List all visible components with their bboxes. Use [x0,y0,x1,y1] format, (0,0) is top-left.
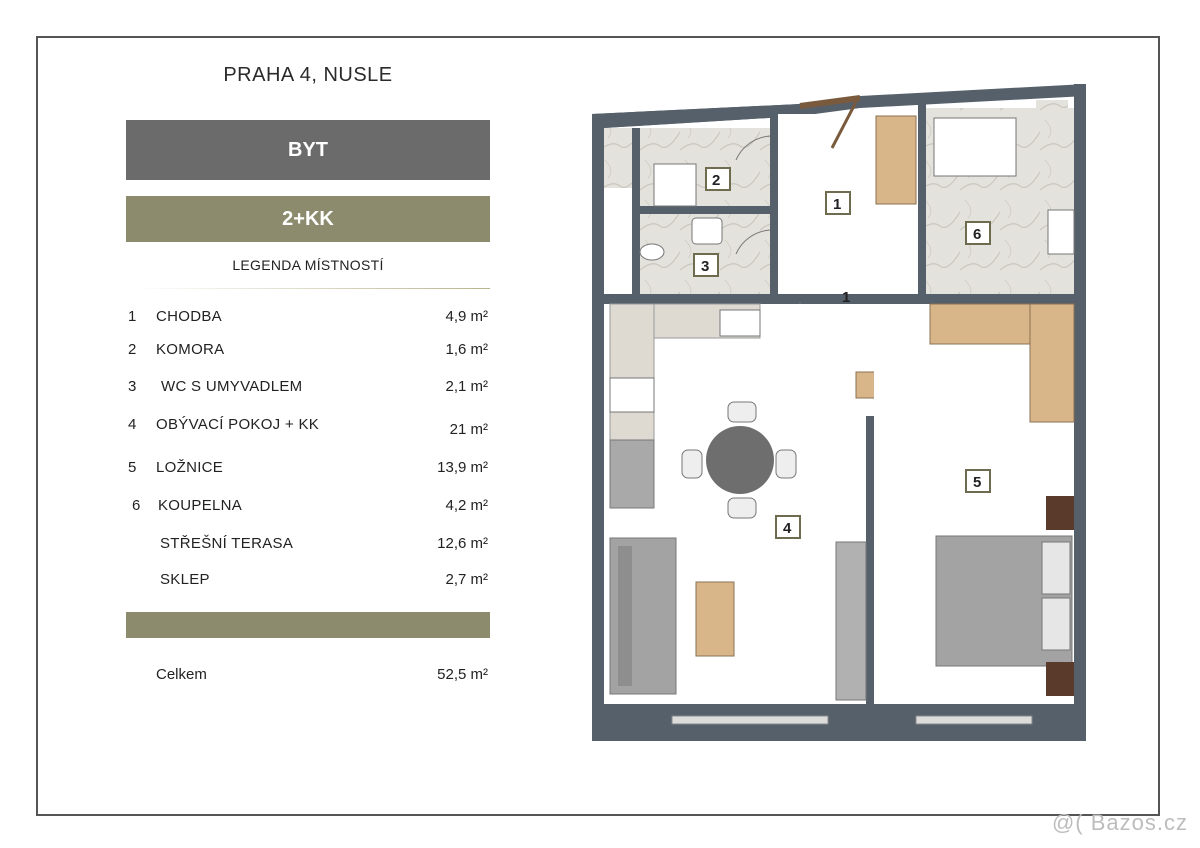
bathroom-sink [1048,210,1074,254]
nightstand-top [1046,496,1074,530]
room-number: 1 [128,308,137,325]
room-name: LOŽNICE [156,459,224,476]
room-number: 5 [128,459,137,476]
total-area: 52,5 m² [437,666,488,683]
legend-row [126,341,490,363]
legend-row [126,571,490,593]
storage-appliance [654,164,696,206]
legend-divider [136,288,490,289]
fridge [610,440,654,508]
terrace-tile-left [604,128,632,188]
pillow-bottom [1042,598,1070,650]
room-area: 4,9 m² [445,308,488,325]
legend-row [126,308,490,330]
right-wall [1074,84,1086,741]
living-bedroom-wall [866,416,874,704]
total-row [126,666,490,688]
hall-wardrobe [876,116,916,204]
room-label-1: 1 [833,196,842,213]
horizontal-wall [604,294,1074,304]
shower-tray [934,118,1016,176]
storage-wc-wall [636,206,770,214]
total-label: Celkem [156,666,207,683]
room-name: WC S UMYVADLEM [161,378,303,395]
toilet-icon [640,244,664,260]
total-divider-band [126,612,490,638]
type-band: BYT [126,120,490,180]
room-name: KOUPELNA [158,497,243,514]
legend-title: LEGENDA MÍSTNOSTÍ [232,257,384,273]
window-living [672,716,828,724]
washbasin-icon [692,218,722,244]
room-name: KOMORA [156,341,225,358]
room-area: 1,6 m² [445,341,488,358]
wc-left-wall [632,128,640,294]
chair-top [728,402,756,422]
legend-row [126,535,490,557]
room-area: 13,9 m² [437,459,488,476]
window-bedroom [916,716,1032,724]
room-name: OBÝVACÍ POKOJ + KK [156,416,320,433]
bedroom-wardrobe-side [1030,304,1074,422]
room-number: 3 [128,378,137,395]
coffee-table [696,582,734,656]
room-area: 2,7 m² [445,571,488,588]
room-name: STŘEŠNÍ TERASA [160,535,294,552]
legend-row [126,459,490,481]
legend-row [126,416,490,438]
page-title: PRAHA 4, NUSLE [223,64,393,86]
room-area: 21 m² [449,421,488,438]
room-area: 2,1 m² [445,378,488,395]
room-label-3: 3 [701,258,710,275]
hall-right-wall [918,104,926,294]
room-area: 4,2 m² [445,497,488,514]
floor-plan [560,80,1120,750]
nightstand-bottom [1046,662,1074,696]
chair-bottom [728,498,756,518]
room-label-4: 4 [783,520,792,537]
tv-stand [836,542,866,700]
room-area: 12,6 m² [437,535,488,552]
kitchen-sink [720,310,760,336]
room-label-2: 2 [712,172,721,189]
room-name: CHODBA [156,308,222,325]
room-label-5: 5 [973,474,982,491]
room-number: 6 [132,497,141,514]
room-label-6: 6 [973,226,982,243]
chair-left [682,450,702,478]
layout-band: 2+KK [126,196,490,242]
kitchen-counter-side [610,304,654,440]
legend-row [126,497,490,519]
dining-table [706,426,774,494]
watermark: @( Bazos.cz [1051,810,1188,835]
room-number: 2 [128,341,137,358]
room-number: 4 [128,416,137,433]
left-wall [592,114,604,741]
door-label-1: 1 [842,289,851,306]
hall-left-wall [770,110,778,294]
room-name: SKLEP [160,571,210,588]
chair-right [776,450,796,478]
legend-row [126,378,490,400]
sofa-back [618,546,632,686]
pillow-top [1042,542,1070,594]
kitchen-hob [610,378,654,412]
